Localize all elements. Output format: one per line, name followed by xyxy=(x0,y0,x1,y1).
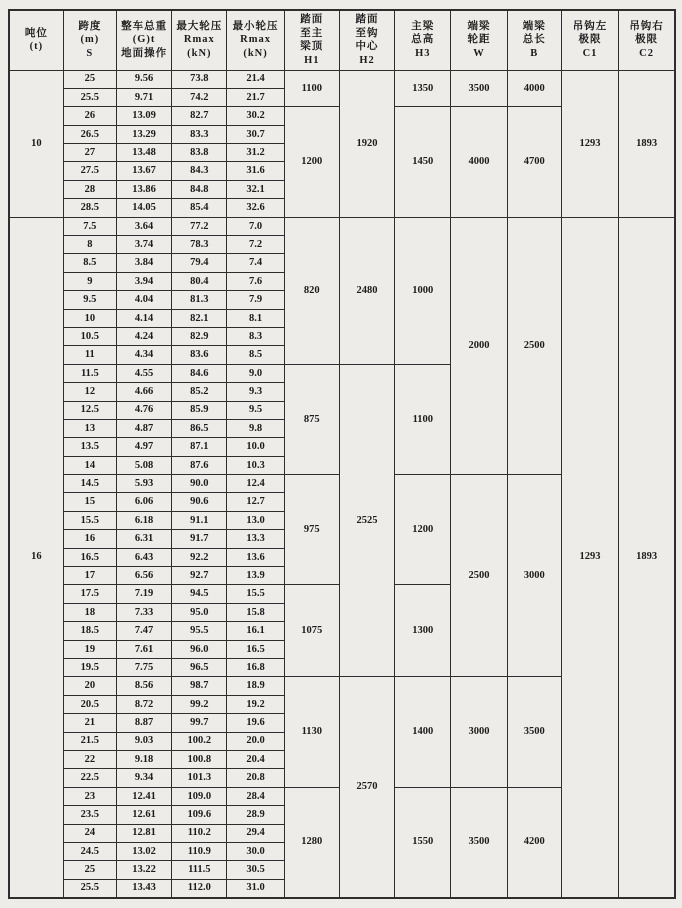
col-header-line: H1 xyxy=(304,54,320,66)
col-header-line: 至主 xyxy=(300,27,324,39)
cell-rmax: 87.1 xyxy=(172,438,227,456)
cell-w: 3500 xyxy=(451,70,507,107)
cell-h1: 1130 xyxy=(284,677,339,787)
cell-span: 14.5 xyxy=(63,475,116,493)
cell-span: 18 xyxy=(63,603,116,621)
cell-span: 8.5 xyxy=(63,254,116,272)
cell-rmax: 96.5 xyxy=(172,659,227,677)
cell-rmax: 95.0 xyxy=(172,603,227,621)
cell-rmax: 87.6 xyxy=(172,456,227,474)
cell-weight: 5.08 xyxy=(116,456,171,474)
cell-span: 9 xyxy=(63,272,116,290)
cell-weight: 9.34 xyxy=(116,769,171,787)
cell-rmin: 31.6 xyxy=(227,162,284,180)
col-header-line: 踏面 xyxy=(355,13,379,25)
col-header-line: C1 xyxy=(582,48,598,60)
cell-span: 12 xyxy=(63,383,116,401)
cell-rmin: 8.5 xyxy=(227,346,284,364)
cell-rmax: 100.8 xyxy=(172,750,227,768)
cell-weight: 13.48 xyxy=(116,144,171,162)
header-row xyxy=(9,10,675,70)
cell-rmin: 13.3 xyxy=(227,530,284,548)
cell-c2: 1893 xyxy=(619,70,675,217)
cell-rmax: 111.5 xyxy=(172,861,227,879)
cell-rmax: 81.3 xyxy=(172,291,227,309)
cell-h1: 1100 xyxy=(284,70,339,107)
cell-h2: 2480 xyxy=(339,217,394,364)
col-header-line: B xyxy=(530,48,539,60)
cell-rmax: 109.6 xyxy=(172,806,227,824)
col-header-line: 极限 xyxy=(578,34,602,46)
col-header-h1 xyxy=(284,10,339,70)
cell-h1: 820 xyxy=(284,217,339,364)
cell-weight: 4.87 xyxy=(116,419,171,437)
cell-rmax: 100.2 xyxy=(172,732,227,750)
cell-rmin: 9.5 xyxy=(227,401,284,419)
cell-rmax: 98.7 xyxy=(172,677,227,695)
col-header-line: H3 xyxy=(415,48,431,60)
cell-weight: 4.66 xyxy=(116,383,171,401)
col-header-line: 最小轮压 xyxy=(232,20,279,32)
cell-rmin: 32.6 xyxy=(227,199,284,217)
cell-b: 3500 xyxy=(507,677,561,787)
cell-h2: 1920 xyxy=(339,70,394,217)
cell-c1: 1293 xyxy=(561,70,618,217)
col-header-line: W xyxy=(473,48,485,60)
cell-weight: 7.33 xyxy=(116,603,171,621)
table-row xyxy=(9,217,675,235)
cell-h2: 2525 xyxy=(339,364,394,677)
cell-rmin: 12.4 xyxy=(227,475,284,493)
cell-rmax: 85.2 xyxy=(172,383,227,401)
cell-rmax: 77.2 xyxy=(172,217,227,235)
cell-h3: 1200 xyxy=(395,475,451,585)
col-header-line: 最大轮压 xyxy=(176,20,223,32)
cell-b: 4200 xyxy=(507,787,561,897)
cell-rmin: 13.6 xyxy=(227,548,284,566)
col-header-line: 跨度 xyxy=(78,20,102,32)
cell-w: 3000 xyxy=(451,677,507,787)
cell-weight: 3.94 xyxy=(116,272,171,290)
cell-rmin: 19.6 xyxy=(227,714,284,732)
col-header-line: 主梁 xyxy=(411,20,435,32)
col-header-rmin xyxy=(227,10,284,70)
cell-rmax: 79.4 xyxy=(172,254,227,272)
cell-span: 27 xyxy=(63,144,116,162)
cell-rmin: 16.8 xyxy=(227,659,284,677)
cell-rmax: 83.6 xyxy=(172,346,227,364)
col-header-line: 至钩 xyxy=(355,27,379,39)
col-header-line: H2 xyxy=(359,54,375,66)
col-header-line: S xyxy=(86,48,94,60)
cell-weight: 6.31 xyxy=(116,530,171,548)
cell-b: 2500 xyxy=(507,217,561,474)
cell-weight: 12.81 xyxy=(116,824,171,842)
cell-weight: 7.75 xyxy=(116,659,171,677)
cell-span: 20 xyxy=(63,677,116,695)
cell-tonnage: 16 xyxy=(9,217,63,897)
cell-span: 21.5 xyxy=(63,732,116,750)
cell-weight: 12.61 xyxy=(116,806,171,824)
cell-span: 15 xyxy=(63,493,116,511)
col-header-line: 地面操作 xyxy=(121,48,168,60)
col-header-line: C2 xyxy=(639,48,654,60)
cell-rmin: 7.4 xyxy=(227,254,284,272)
col-header-line: 极限 xyxy=(635,34,659,46)
cell-rmin: 30.7 xyxy=(227,125,284,143)
col-header-line: 轮距 xyxy=(467,34,491,46)
cell-rmin: 16.5 xyxy=(227,640,284,658)
cell-span: 16.5 xyxy=(63,548,116,566)
cell-rmax: 80.4 xyxy=(172,272,227,290)
cell-h2: 2570 xyxy=(339,677,394,898)
col-header-h3 xyxy=(395,10,451,70)
cell-rmin: 30.2 xyxy=(227,107,284,125)
cell-rmin: 7.6 xyxy=(227,272,284,290)
cell-rmax: 84.8 xyxy=(172,180,227,198)
cell-w: 2500 xyxy=(451,475,507,677)
cell-weight: 8.56 xyxy=(116,677,171,695)
cell-h1: 875 xyxy=(284,364,339,474)
cell-rmin: 9.8 xyxy=(227,419,284,437)
cell-span: 21 xyxy=(63,714,116,732)
cell-span: 28 xyxy=(63,180,116,198)
cell-span: 20.5 xyxy=(63,695,116,713)
cell-tonnage: 10 xyxy=(9,70,63,217)
cell-weight: 4.34 xyxy=(116,346,171,364)
cell-weight: 7.19 xyxy=(116,585,171,603)
col-header-line: (m) xyxy=(80,34,100,46)
cell-rmin: 28.9 xyxy=(227,806,284,824)
cell-weight: 7.61 xyxy=(116,640,171,658)
cell-weight: 4.24 xyxy=(116,327,171,345)
cell-c1: 1293 xyxy=(561,217,618,897)
cell-weight: 3.74 xyxy=(116,236,171,254)
cell-rmax: 99.2 xyxy=(172,695,227,713)
table-row xyxy=(9,70,675,88)
cell-rmax: 95.5 xyxy=(172,622,227,640)
cell-rmax: 84.6 xyxy=(172,364,227,382)
cell-weight: 3.84 xyxy=(116,254,171,272)
col-header-c2 xyxy=(619,10,675,70)
cell-rmin: 10.3 xyxy=(227,456,284,474)
cell-weight: 9.71 xyxy=(116,88,171,106)
cell-h1: 975 xyxy=(284,475,339,585)
cell-span: 14 xyxy=(63,456,116,474)
cell-weight: 9.03 xyxy=(116,732,171,750)
cell-rmin: 16.1 xyxy=(227,622,284,640)
cell-span: 22.5 xyxy=(63,769,116,787)
cell-rmin: 8.1 xyxy=(227,309,284,327)
cell-rmax: 82.7 xyxy=(172,107,227,125)
cell-span: 26 xyxy=(63,107,116,125)
cell-c2: 1893 xyxy=(619,217,675,897)
cell-rmax: 83.3 xyxy=(172,125,227,143)
cell-h3: 1400 xyxy=(395,677,451,787)
cell-h3: 1350 xyxy=(395,70,451,107)
cell-rmax: 86.5 xyxy=(172,419,227,437)
cell-rmax: 110.9 xyxy=(172,842,227,860)
col-header-w xyxy=(451,10,507,70)
cell-rmax: 109.0 xyxy=(172,787,227,805)
col-header-h2 xyxy=(339,10,394,70)
cell-weight: 14.05 xyxy=(116,199,171,217)
cell-span: 23.5 xyxy=(63,806,116,824)
cell-rmax: 82.9 xyxy=(172,327,227,345)
cell-rmax: 85.4 xyxy=(172,199,227,217)
col-header-span xyxy=(63,10,116,70)
cell-rmax: 74.2 xyxy=(172,88,227,106)
cell-weight: 5.93 xyxy=(116,475,171,493)
cell-span: 11.5 xyxy=(63,364,116,382)
cell-weight: 9.18 xyxy=(116,750,171,768)
cell-rmin: 20.0 xyxy=(227,732,284,750)
cell-rmin: 18.9 xyxy=(227,677,284,695)
cell-rmin: 32.1 xyxy=(227,180,284,198)
cell-rmin: 28.4 xyxy=(227,787,284,805)
cell-rmin: 30.0 xyxy=(227,842,284,860)
cell-w: 4000 xyxy=(451,107,507,217)
col-header-line: Rmax xyxy=(183,34,215,46)
cell-weight: 4.55 xyxy=(116,364,171,382)
cell-rmax: 78.3 xyxy=(172,236,227,254)
cell-weight: 13.67 xyxy=(116,162,171,180)
cell-weight: 8.72 xyxy=(116,695,171,713)
cell-rmin: 15.5 xyxy=(227,585,284,603)
cell-span: 25 xyxy=(63,70,116,88)
cell-span: 19 xyxy=(63,640,116,658)
col-header-line: (kN) xyxy=(243,48,268,60)
cell-span: 24.5 xyxy=(63,842,116,860)
cell-rmax: 90.6 xyxy=(172,493,227,511)
cell-h3: 1550 xyxy=(395,787,451,897)
cell-rmax: 85.9 xyxy=(172,401,227,419)
cell-h1: 1280 xyxy=(284,787,339,897)
cell-span: 7.5 xyxy=(63,217,116,235)
crane-spec-table xyxy=(8,9,676,899)
cell-span: 13 xyxy=(63,419,116,437)
cell-rmax: 90.0 xyxy=(172,475,227,493)
cell-weight: 4.14 xyxy=(116,309,171,327)
cell-rmax: 110.2 xyxy=(172,824,227,842)
cell-rmin: 7.2 xyxy=(227,236,284,254)
cell-rmin: 10.0 xyxy=(227,438,284,456)
table-header xyxy=(9,10,675,70)
cell-rmax: 94.5 xyxy=(172,585,227,603)
cell-span: 13.5 xyxy=(63,438,116,456)
cell-weight: 13.02 xyxy=(116,842,171,860)
cell-span: 25 xyxy=(63,861,116,879)
col-header-line: 吊钩左 xyxy=(572,20,608,32)
cell-weight: 4.04 xyxy=(116,291,171,309)
cell-span: 26.5 xyxy=(63,125,116,143)
cell-weight: 9.56 xyxy=(116,70,171,88)
col-header-tonnage xyxy=(9,10,63,70)
cell-span: 23 xyxy=(63,787,116,805)
cell-weight: 13.86 xyxy=(116,180,171,198)
col-header-line: 梁顶 xyxy=(300,41,324,53)
cell-weight: 4.97 xyxy=(116,438,171,456)
cell-rmin: 9.3 xyxy=(227,383,284,401)
cell-span: 25.5 xyxy=(63,879,116,897)
cell-rmin: 9.0 xyxy=(227,364,284,382)
cell-span: 11 xyxy=(63,346,116,364)
cell-rmin: 20.8 xyxy=(227,769,284,787)
col-header-line: 中心 xyxy=(355,41,379,53)
cell-weight: 3.64 xyxy=(116,217,171,235)
cell-span: 17 xyxy=(63,567,116,585)
cell-span: 12.5 xyxy=(63,401,116,419)
cell-span: 24 xyxy=(63,824,116,842)
cell-h3: 1450 xyxy=(395,107,451,217)
cell-rmin: 31.2 xyxy=(227,144,284,162)
cell-span: 18.5 xyxy=(63,622,116,640)
col-header-line: 端梁 xyxy=(522,20,546,32)
cell-rmin: 13.0 xyxy=(227,511,284,529)
cell-rmin: 8.3 xyxy=(227,327,284,345)
col-header-line: Rmax xyxy=(240,34,271,46)
cell-weight: 6.18 xyxy=(116,511,171,529)
cell-rmin: 15.8 xyxy=(227,603,284,621)
col-header-b xyxy=(507,10,561,70)
cell-span: 10 xyxy=(63,309,116,327)
cell-rmax: 96.0 xyxy=(172,640,227,658)
cell-rmax: 82.1 xyxy=(172,309,227,327)
cell-span: 19.5 xyxy=(63,659,116,677)
cell-rmin: 30.5 xyxy=(227,861,284,879)
cell-h1: 1075 xyxy=(284,585,339,677)
cell-rmin: 7.0 xyxy=(227,217,284,235)
col-header-c1 xyxy=(561,10,618,70)
cell-span: 28.5 xyxy=(63,199,116,217)
col-header-line: (t) xyxy=(29,41,44,53)
col-header-line: 吊钩右 xyxy=(629,20,664,32)
cell-weight: 13.09 xyxy=(116,107,171,125)
cell-h3: 1100 xyxy=(395,364,451,474)
col-header-rmax xyxy=(172,10,227,70)
cell-span: 10.5 xyxy=(63,327,116,345)
cell-span: 8 xyxy=(63,236,116,254)
cell-weight: 4.76 xyxy=(116,401,171,419)
cell-rmax: 84.3 xyxy=(172,162,227,180)
cell-rmax: 92.7 xyxy=(172,567,227,585)
cell-span: 27.5 xyxy=(63,162,116,180)
col-header-line: 总高 xyxy=(411,34,435,46)
col-header-line: (G)t xyxy=(132,34,156,46)
col-header-line: 端梁 xyxy=(467,20,491,32)
cell-rmax: 101.3 xyxy=(172,769,227,787)
cell-rmin: 13.9 xyxy=(227,567,284,585)
cell-rmin: 20.4 xyxy=(227,750,284,768)
cell-span: 15.5 xyxy=(63,511,116,529)
cell-span: 9.5 xyxy=(63,291,116,309)
table-body xyxy=(9,70,675,898)
cell-rmin: 21.4 xyxy=(227,70,284,88)
cell-rmin: 31.0 xyxy=(227,879,284,897)
col-header-weight xyxy=(116,10,171,70)
col-header-line: 踏面 xyxy=(300,13,324,25)
cell-weight: 13.22 xyxy=(116,861,171,879)
cell-rmin: 12.7 xyxy=(227,493,284,511)
cell-weight: 6.56 xyxy=(116,567,171,585)
cell-weight: 6.43 xyxy=(116,548,171,566)
cell-rmax: 99.7 xyxy=(172,714,227,732)
cell-weight: 7.47 xyxy=(116,622,171,640)
cell-rmax: 91.7 xyxy=(172,530,227,548)
cell-span: 22 xyxy=(63,750,116,768)
cell-weight: 12.41 xyxy=(116,787,171,805)
cell-rmin: 7.9 xyxy=(227,291,284,309)
cell-rmax: 91.1 xyxy=(172,511,227,529)
cell-h1: 1200 xyxy=(284,107,339,217)
cell-b: 3000 xyxy=(507,475,561,677)
cell-w: 3500 xyxy=(451,787,507,897)
cell-rmin: 19.2 xyxy=(227,695,284,713)
cell-weight: 13.29 xyxy=(116,125,171,143)
col-header-line: 整车总重 xyxy=(121,20,168,32)
cell-h3: 1300 xyxy=(395,585,451,677)
cell-rmin: 21.7 xyxy=(227,88,284,106)
cell-span: 17.5 xyxy=(63,585,116,603)
col-header-line: 总长 xyxy=(522,34,546,46)
cell-rmax: 112.0 xyxy=(172,879,227,897)
cell-span: 16 xyxy=(63,530,116,548)
cell-h3: 1000 xyxy=(395,217,451,364)
cell-weight: 6.06 xyxy=(116,493,171,511)
cell-w: 2000 xyxy=(451,217,507,474)
cell-b: 4000 xyxy=(507,70,561,107)
cell-span: 25.5 xyxy=(63,88,116,106)
col-header-line: 吨位 xyxy=(24,27,48,39)
cell-rmax: 83.8 xyxy=(172,144,227,162)
cell-weight: 13.43 xyxy=(116,879,171,897)
cell-weight: 8.87 xyxy=(116,714,171,732)
col-header-line: (kN) xyxy=(187,48,212,60)
cell-rmax: 73.8 xyxy=(172,70,227,88)
cell-rmin: 29.4 xyxy=(227,824,284,842)
cell-b: 4700 xyxy=(507,107,561,217)
cell-rmax: 92.2 xyxy=(172,548,227,566)
